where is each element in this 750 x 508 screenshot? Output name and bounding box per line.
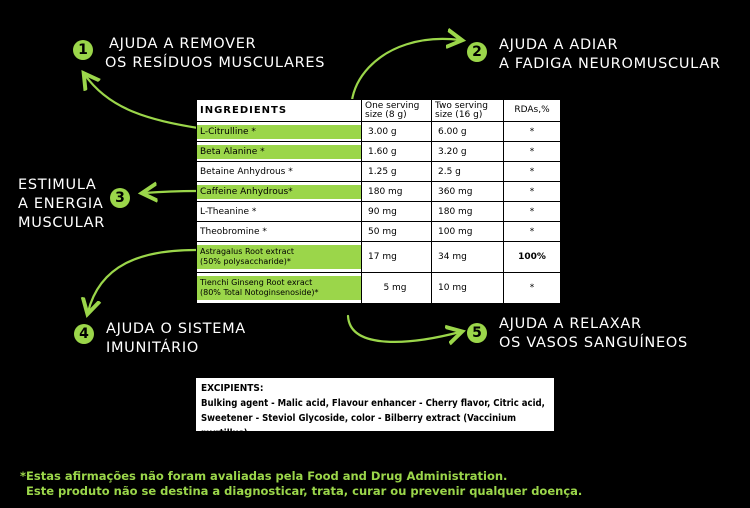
ingredient-name-line1: Tienchi Ginseng Root exract: [200, 278, 313, 287]
two-serving-value: 180 mg: [432, 202, 504, 222]
disclaimer-line1: *Estas afirmações não foram avaliadas pela Food and Drug Administration.: [20, 469, 508, 483]
disclaimer-line2: Este produto não se destina a diagnosticar, trata, curar ou prevenir qualquer doença.: [26, 484, 583, 498]
one-serving-value: 50 mg: [362, 222, 432, 242]
two-serving-value: 6.00 g: [432, 122, 504, 142]
two-serving-value: 100 mg: [432, 222, 504, 242]
claim-3-line1: ESTIMULA: [18, 177, 97, 193]
one-serving-value: 1.60 g: [362, 142, 432, 162]
one-serving-line1: One serving: [365, 100, 420, 111]
table-row: [197, 242, 561, 273]
ingredient-name: Theobromine *: [197, 222, 362, 242]
claim-3-number: 3: [110, 188, 130, 208]
ingredients-table: [196, 99, 561, 304]
table-row: [197, 122, 561, 142]
table-row: [197, 273, 561, 304]
ingredient-name-line2: (80% Total Notoginsenoside)*: [200, 288, 319, 297]
table-row: [197, 202, 561, 222]
two-serving-value: 360 mg: [432, 182, 504, 202]
rda-value: 100%: [504, 242, 561, 273]
one-serving-value: 3.00 g: [362, 122, 432, 142]
two-serving-value: 10 mg: [432, 273, 504, 304]
claim-1: [105, 35, 325, 73]
one-serving-value: 90 mg: [362, 202, 432, 222]
two-serving-line1: Two serving: [435, 100, 488, 111]
claim-2: [499, 36, 721, 74]
ingredient-name: [197, 242, 362, 273]
excipients-box: [195, 377, 555, 439]
two-serving-value: 34 mg: [432, 242, 504, 273]
claim-3-line3: MUSCULAR: [18, 215, 106, 231]
ingredient-name-text: Caffeine Anhydrous*: [197, 185, 361, 199]
ingredient-name-line2: (50% polysaccharide)*: [200, 257, 291, 266]
one-serving-value: 180 mg: [362, 182, 432, 202]
rda-value: *: [504, 142, 561, 162]
excipients-line2: Sweetener - Steviol Glycoside, color - Bilberry extract (Vaccinium myrtillus): [201, 413, 517, 439]
two-serving-line2: size (16 g): [435, 109, 483, 120]
one-serving-line2: size (8 g): [365, 109, 407, 120]
claim-5-number: 5: [467, 323, 487, 343]
col-header-one-serving: [362, 100, 432, 122]
rda-value: *: [504, 162, 561, 182]
excipients-line1: Bulking agent - Malic acid, Flavour enhancer - Cherry flavor, Citric acid,: [201, 398, 545, 409]
col-header-ingredients: INGREDIENTS: [197, 100, 362, 122]
arrow-3: [144, 191, 196, 193]
table-row: [197, 142, 561, 162]
table-header-row: [197, 100, 561, 122]
ingredient-name: [197, 122, 362, 142]
disclaimer: [20, 469, 582, 499]
claim-1-line2: OS RESÍDUOS MUSCULARES: [105, 55, 326, 71]
rda-value: *: [504, 273, 561, 304]
one-serving-value: 5 mg: [362, 273, 432, 304]
ingredient-name: [197, 142, 362, 162]
claim-4-line2: IMUNITÁRIO: [106, 340, 199, 356]
claim-4-line1: AJUDA O SISTEMA: [106, 321, 246, 337]
claim-2-number: 2: [467, 42, 487, 62]
arrow-4: [88, 250, 196, 312]
ingredient-name: L-Theanine *: [197, 202, 362, 222]
rda-value: *: [504, 122, 561, 142]
one-serving-value: 1.25 g: [362, 162, 432, 182]
arrow-5: [348, 316, 460, 342]
claim-5: [499, 315, 688, 353]
one-serving-value: 17 mg: [362, 242, 432, 273]
claim-4-number: 4: [74, 324, 94, 344]
arrow-1: [85, 75, 198, 128]
claim-2-line2: A FADIGA NEUROMUSCULAR: [499, 56, 721, 72]
table-row: [197, 162, 561, 182]
ingredient-name-text: L-Citrulline *: [197, 125, 361, 139]
ingredient-name: Betaine Anhydrous *: [197, 162, 362, 182]
table-row: [197, 182, 561, 202]
claim-1-number: 1: [73, 40, 93, 60]
ingredient-name-text: [197, 245, 361, 269]
claim-3: [18, 176, 105, 233]
two-serving-value: 2.5 g: [432, 162, 504, 182]
col-header-two-serving: [432, 100, 504, 122]
table-row: [197, 222, 561, 242]
claim-3-line2: A ENERGIA: [18, 196, 104, 212]
claim-4: [106, 320, 246, 358]
claim-5-line1: AJUDA A RELAXAR: [499, 316, 642, 332]
ingredient-name-text: [197, 276, 361, 300]
two-serving-value: 3.20 g: [432, 142, 504, 162]
col-header-rdas: RDAs,%: [504, 100, 561, 122]
ingredient-name-text: Beta Alanine *: [197, 145, 361, 159]
claim-1-line1: AJUDA A REMOVER: [109, 36, 257, 52]
excipients-title: EXCIPIENTS:: [201, 383, 264, 394]
claim-5-line2: OS VASOS SANGUÍNEOS: [499, 335, 688, 351]
rda-value: *: [504, 202, 561, 222]
rda-value: *: [504, 222, 561, 242]
ingredient-name-line1: Astragalus Root extract: [200, 247, 294, 256]
ingredient-name: [197, 182, 362, 202]
claim-2-line1: AJUDA A ADIAR: [499, 37, 619, 53]
ingredient-name: [197, 273, 362, 304]
rda-value: *: [504, 182, 561, 202]
